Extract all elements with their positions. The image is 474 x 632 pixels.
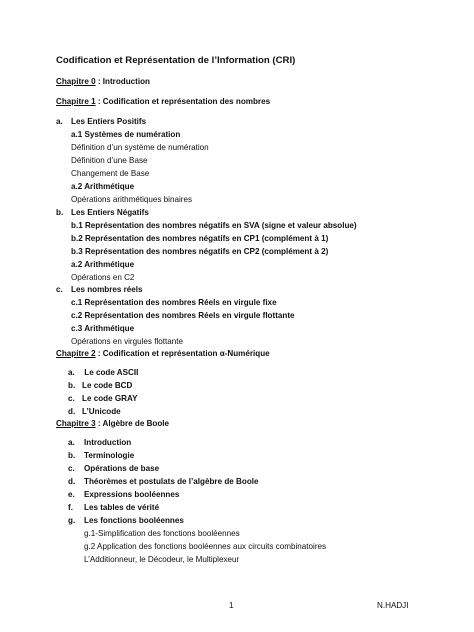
section-a-heading xyxy=(56,117,146,127)
item-marker: d. xyxy=(68,407,76,416)
item-text: L’Unicode xyxy=(82,407,121,416)
item-text: Les tables de vérité xyxy=(84,503,160,512)
list-item xyxy=(68,381,132,391)
subsection-a1: a.1 Systèmes de numération xyxy=(71,130,181,139)
list-item xyxy=(68,394,137,404)
chapter-2-text: : Codification et représentation α-Numérique xyxy=(95,349,270,358)
chapter-3-heading xyxy=(56,419,169,429)
chapter-2-label: Chapitre 2 xyxy=(56,349,96,358)
item-text: Le code GRAY xyxy=(82,394,138,403)
list-item: g.2 Application des fonctions booléennes aux circuits combinatoires xyxy=(84,542,327,551)
document-title: Codification et Représentation de l’Information (CRI) xyxy=(56,55,296,66)
item-marker: c. xyxy=(68,394,75,403)
chapter-3-text: : Algèbre de Boole xyxy=(95,419,170,428)
list-item xyxy=(68,516,184,526)
subsection-b3: b.3 Représentation des nombres négatifs en CP2 (complément à 2) xyxy=(71,247,329,256)
subsection-b-arith: a.2 Arithmétique xyxy=(71,260,135,269)
section-marker: c. xyxy=(56,285,63,294)
list-item xyxy=(68,477,259,487)
chapter-1-heading xyxy=(56,97,270,107)
list-item: Définition d’une Base xyxy=(71,156,148,165)
chapter-0-label: Chapitre 0 xyxy=(56,77,96,86)
list-item xyxy=(68,490,179,500)
list-item: L’Additionneur, le Décodeur, le Multiplexeur xyxy=(84,555,240,564)
item-marker: g. xyxy=(68,516,76,525)
section-marker: b. xyxy=(56,208,64,217)
list-item: Opérations en C2 xyxy=(71,273,135,282)
list-item xyxy=(68,438,131,448)
item-marker: e. xyxy=(68,490,75,499)
item-text: Introduction xyxy=(84,438,132,447)
section-title: Les nombres réels xyxy=(71,285,143,294)
section-title: Les Entiers Positifs xyxy=(71,117,147,126)
section-title: Les Entiers Négatifs xyxy=(71,208,149,217)
list-item xyxy=(68,451,134,461)
item-text: Le code ASCII xyxy=(82,368,139,377)
subsection-b1: b.1 Représentation des nombres négatifs en SVA (signe et valeur absolue) xyxy=(71,221,357,230)
list-item xyxy=(68,503,159,513)
chapter-1-text: : Codification et représentation des nombres xyxy=(95,97,271,106)
chapter-1-label: Chapitre 1 xyxy=(56,97,96,106)
item-text: Les fonctions booléennes xyxy=(84,516,184,525)
chapter-3-label: Chapitre 3 xyxy=(56,419,96,428)
item-text: Le code BCD xyxy=(82,381,133,390)
list-item xyxy=(68,368,138,378)
section-b-heading xyxy=(56,208,149,218)
item-marker: f. xyxy=(68,503,73,512)
list-item xyxy=(68,407,121,417)
subsection-c3: c.3 Arithmétique xyxy=(71,324,135,333)
page-number: 1 xyxy=(229,601,234,610)
subsection-c1: c.1 Représentation des nombres Réels en virgule fixe xyxy=(71,298,277,307)
item-marker: a. xyxy=(68,368,75,377)
item-marker: d. xyxy=(68,477,76,486)
list-item: Changement de Base xyxy=(71,169,150,178)
chapter-0-text: : Introduction xyxy=(95,77,150,86)
subsection-a2: a.2 Arithmétique xyxy=(71,182,135,191)
section-c-heading xyxy=(56,285,143,295)
item-marker: b. xyxy=(68,451,76,460)
item-text: Opérations de base xyxy=(84,464,160,473)
list-item: g.1-Simplification des fonctions booléennes xyxy=(84,529,240,538)
footer-author: N.HADJI xyxy=(377,601,409,610)
section-marker: a. xyxy=(56,117,63,126)
subsection-b2: b.2 Représentation des nombres négatifs en CP1 (complément à 1) xyxy=(71,234,329,243)
chapter-2-heading xyxy=(56,349,270,359)
subsection-c2: c.2 Représentation des nombres Réels en virgule flottante xyxy=(71,311,295,320)
item-marker: c. xyxy=(68,464,75,473)
chapter-0-heading xyxy=(56,77,150,87)
item-text: Terminologie xyxy=(84,451,135,460)
list-item: Opérations en virgules flottante xyxy=(71,337,184,346)
list-item: Définition d’un système de numération xyxy=(71,143,209,152)
item-marker: a. xyxy=(68,438,75,447)
list-item: Opérations arithmétiques binaires xyxy=(71,195,193,204)
item-marker: b. xyxy=(68,381,76,390)
item-text: Théorèmes et postulats de l’algèbre de Boole xyxy=(84,477,259,486)
item-text: Expressions booléennes xyxy=(84,490,180,499)
list-item xyxy=(68,464,159,474)
